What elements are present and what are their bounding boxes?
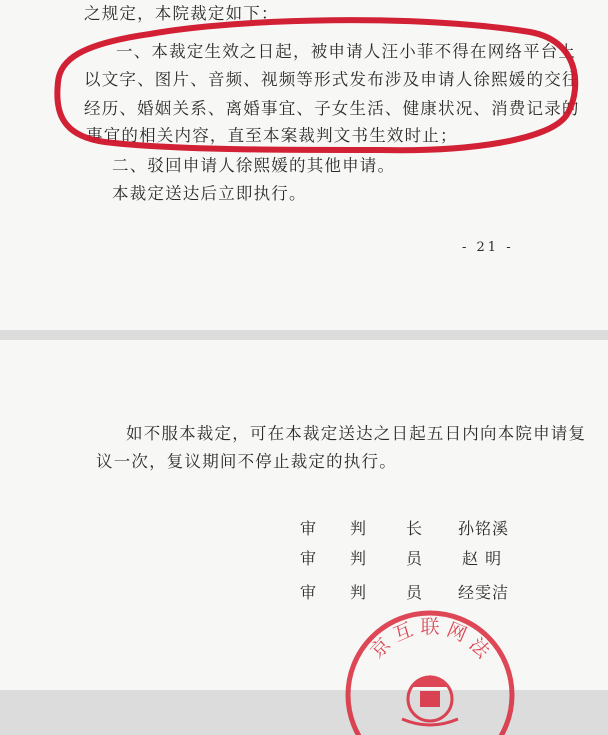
signature-name: 经雯洁 xyxy=(458,583,510,602)
seal-emblem-icon xyxy=(402,675,458,725)
text-line: 本裁定送达后立即执行。 xyxy=(112,184,307,203)
text-line: 事宜的相关内容，直至本案裁判文书生效时止； xyxy=(86,126,458,145)
text-line: 一、本裁定生效之日起，被申请人汪小菲不得在网络平台上 xyxy=(116,42,577,61)
page-number: - 21 - xyxy=(462,240,514,255)
signature-name: 孙铭溪 xyxy=(458,519,510,538)
seal-text: 京 互 联 网 法 xyxy=(366,616,494,663)
text-line: 经历、婚姻关系、离婚事宜、子女生活、健康状况、消费记录的 xyxy=(84,99,580,118)
text-line: 议一次，复议期间不停止裁定的执行。 xyxy=(96,452,397,471)
signature-role: 审 判 长 xyxy=(300,519,423,538)
signature-role: 审 判 员 xyxy=(300,583,423,602)
text-line: 以文字、图片、音频、视频等形式发布涉及申请人徐熙媛的交往 xyxy=(84,70,580,89)
signature-name: 赵 明 xyxy=(462,549,503,568)
text-line: 如不服本裁定，可在本裁定送达之日起五日内向本院申请复 xyxy=(126,424,587,443)
document-page-1 xyxy=(0,0,608,330)
text-line: 之规定，本院裁定如下： xyxy=(84,4,279,23)
text-line: 二、驳回申请人徐熙媛的其他申请。 xyxy=(112,156,396,175)
document-page-2 xyxy=(0,340,608,690)
court-seal xyxy=(340,595,520,735)
signature-role: 审 判 员 xyxy=(300,549,423,568)
